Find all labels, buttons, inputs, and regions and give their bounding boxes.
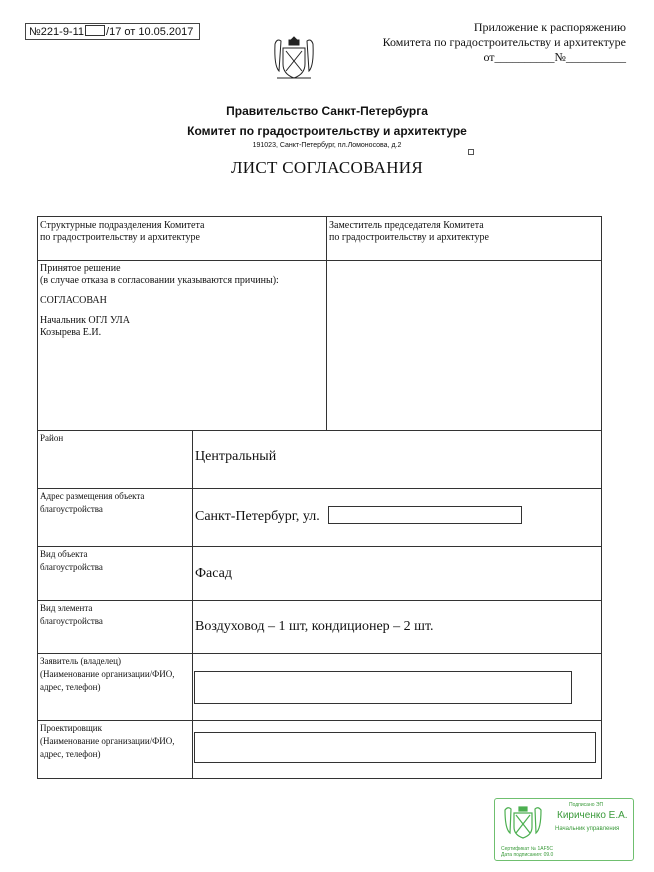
row-line [38, 600, 601, 601]
annex-line-2: Комитета по градостроительству и архитектуре [382, 35, 626, 49]
government-name: Правительство Санкт-Петербурга [226, 104, 428, 118]
divider-lower [192, 430, 193, 778]
row-line [38, 653, 601, 654]
object-type-label: Вид объекта благоустройства [40, 549, 103, 572]
col2-header: Заместитель председателя Комитета по градостроительству и архитектуре [329, 220, 489, 243]
row-line [38, 260, 601, 261]
applicant-redacted-field [194, 671, 572, 704]
row-line [38, 546, 601, 547]
decision-value: СОГЛАСОВАН [40, 295, 107, 306]
annex-line-3: от__________№__________ [483, 50, 626, 64]
address-redacted-field [328, 506, 522, 524]
stamp-details: Сертификат № 1AF5C Дата подписания: 09.0 [501, 846, 554, 858]
object-type-value: Фасад [195, 566, 232, 581]
approval-table [37, 216, 602, 779]
address-label: Адрес размещения объекта благоустройства [40, 491, 145, 514]
row-line [38, 488, 601, 489]
element-type-label: Вид элемента благоустройства [40, 603, 103, 626]
annex-note [383, 20, 626, 65]
doc-number-suffix: /17 от 10.05.2017 [106, 26, 194, 38]
district-value: Центральный [195, 449, 277, 464]
district-label: Район [40, 433, 64, 443]
stamp-emblem-icon [501, 805, 545, 843]
designer-redacted-field [194, 732, 596, 763]
address-value: Санкт-Петербург, ул. [195, 509, 320, 524]
committee-address: 191023, Санкт-Петербург, пл.Ломоносова, д.2 [252, 142, 402, 149]
redacted-box [85, 25, 105, 36]
annex-line-1: Приложение к распоряжению [473, 20, 626, 34]
committee-name: Комитет по градостроительству и архитектуре [187, 124, 467, 138]
designer-label: Проектировщик (Наименование организации/ФИО, адрес, телефон) [40, 723, 175, 759]
element-type-value: Воздуховод – 1 шт, кондиционер – 2 шт. [195, 619, 434, 634]
stamp-name: Кириченко Е.А. [557, 810, 628, 821]
row-line [38, 430, 601, 431]
stamp-signed: Подписано ЭП [569, 802, 604, 808]
sheet-title: ЛИСТ СОГЛАСОВАНИЯ [230, 158, 424, 177]
col1-header: Структурные подразделения Комитета по градостроительству и архитектуре [40, 220, 205, 243]
decision-cell: Принятое решение (в случае отказа в согласовании указываются причины): СОГЛАСОВАН Начальник ОГЛ УЛА Козырева Е.И. [40, 263, 279, 338]
divider-top [326, 217, 327, 430]
stamp-position: Начальник управления [555, 826, 620, 832]
small-square-mark [468, 149, 474, 155]
applicant-label: Заявитель (владелец) (Наименование организации/ФИО, адрес, телефон) [40, 656, 175, 692]
row-line [38, 720, 601, 721]
coat-of-arms-icon [271, 34, 317, 84]
doc-number-prefix: №221-9-11 [29, 26, 85, 38]
digital-signature-stamp [494, 798, 634, 861]
document-number [25, 23, 200, 40]
